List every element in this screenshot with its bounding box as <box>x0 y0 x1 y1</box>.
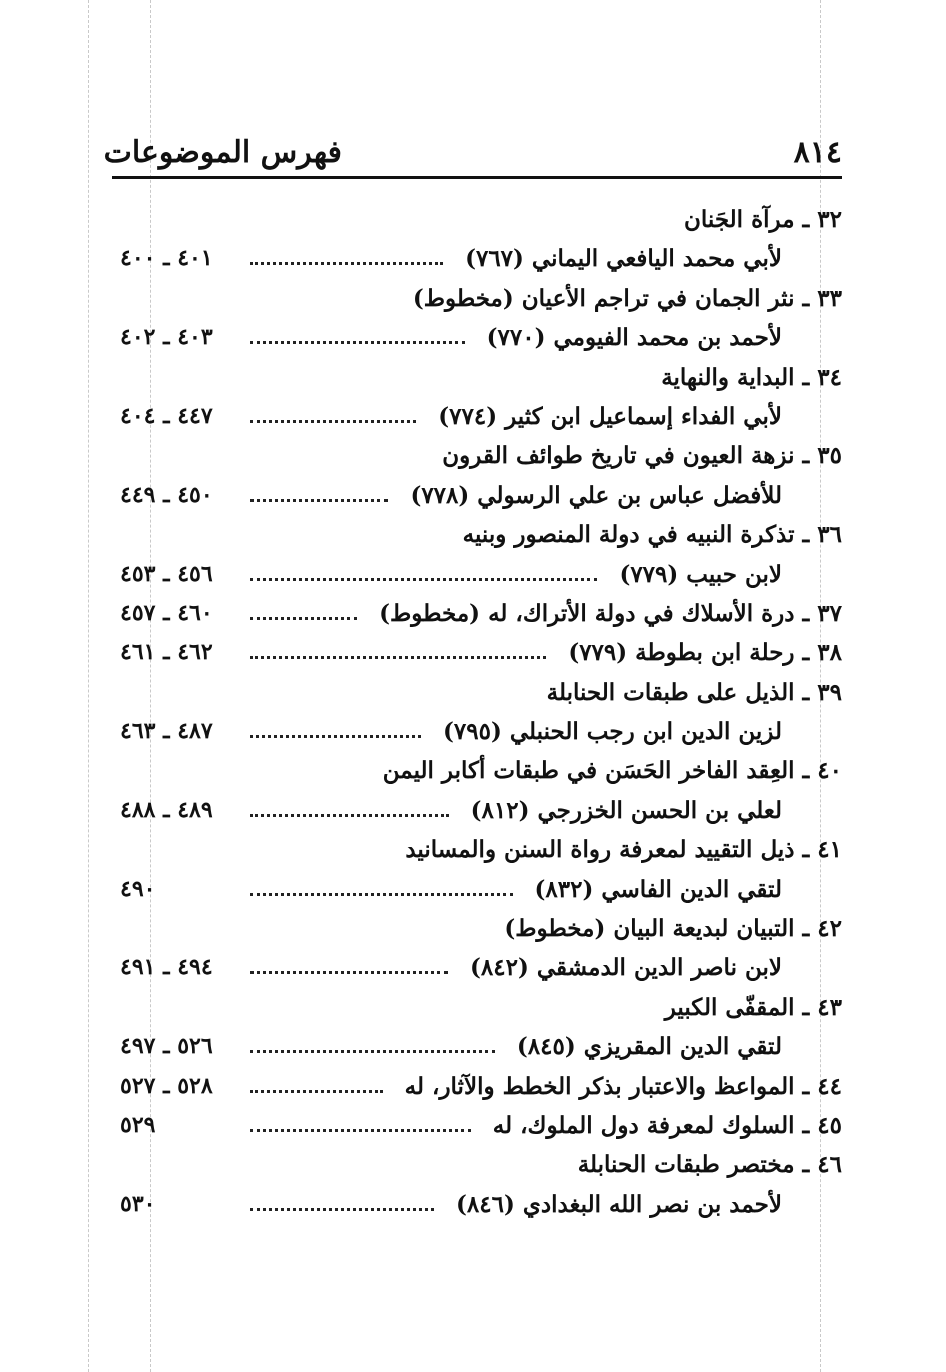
index-title-row <box>110 436 842 475</box>
author-text: للأفضل عباس بن علي الرسولي (٧٧٨) <box>410 481 782 509</box>
dot-leader <box>250 656 546 659</box>
page-range: ٤٥٠ ـ ٤٤٩ <box>120 481 213 508</box>
index-author-row <box>110 239 842 278</box>
index-title-row <box>110 515 842 554</box>
index-author-row <box>110 870 842 909</box>
entry-title: ٣٥ ـ نزهة العيون في تاريخ طوائف القرون <box>442 442 842 470</box>
page-range: ٤٨٩ ـ ٤٨٨ <box>120 796 213 823</box>
page-range: ٤٦٠ ـ ٤٥٧ <box>120 599 213 626</box>
entry-title: ٣٣ ـ نثر الجمان في تراجم الأعيان (مخطوط) <box>412 284 842 312</box>
index-author-row <box>110 318 842 357</box>
entry-title: ٣٢ ـ مرآة الجَنان <box>683 206 842 233</box>
page-header <box>103 118 842 179</box>
index-title-row <box>110 673 842 712</box>
author-text: لابن حبيب (٧٧٩) <box>619 560 782 588</box>
index-title-row <box>110 594 842 633</box>
entry-title: ٣٦ ـ تذكرة النبيه في دولة المنصور وبنيه <box>462 521 842 549</box>
index-author-row <box>110 1185 842 1224</box>
page-range: ٤٤٧ ـ ٤٠٤ <box>120 402 213 429</box>
page-number: ٨١٤ <box>793 135 842 170</box>
index-title-row <box>110 633 842 672</box>
index-author-row <box>110 1027 842 1066</box>
dot-leader <box>250 971 448 974</box>
author-text: لعلي بن الحسن الخزرجي (٨١٢) <box>470 796 782 824</box>
author-text: لأبي الفداء إسماعيل ابن كثير (٧٧٤) <box>438 402 782 430</box>
dot-leader <box>250 262 443 265</box>
author-text: لزين الدين ابن رجب الحنبلي (٧٩٥) <box>443 718 782 746</box>
index-author-row <box>110 476 842 515</box>
index-title-row <box>110 1145 842 1184</box>
entry-title: ٤١ ـ ذيل التقييد لمعرفة رواة السنن والمسانيد <box>405 836 842 864</box>
dot-leader <box>250 735 421 738</box>
page-range: ٤٩٤ ـ ٤٩١ <box>120 954 213 981</box>
author-text: لأبي محمد اليافعي اليماني (٧٦٧) <box>465 245 782 273</box>
entry-title: ٣٨ ـ رحلة ابن بطوطة (٧٧٩) <box>568 639 842 667</box>
entry-title: ٣٩ ـ الذيل على طبقات الحنابلة <box>546 678 842 706</box>
index-title-row <box>110 751 842 790</box>
index-title-row <box>110 279 842 318</box>
dot-leader <box>250 341 465 344</box>
dot-leader <box>250 1090 383 1093</box>
entry-title: ٤٠ ـ العِقد الفاخر الحَسَن في طبقات أكابر اليمن <box>382 757 842 785</box>
index-title-row <box>110 830 842 869</box>
index-title-row <box>110 358 842 397</box>
index-author-row <box>110 555 842 594</box>
index-title-row <box>110 200 842 239</box>
page-range: ٥٢٨ ـ ٥٢٧ <box>120 1072 213 1099</box>
index-title-row <box>110 909 842 948</box>
index-author-row <box>110 791 842 830</box>
page-range: ٤٩٠ <box>120 875 156 902</box>
page-range: ٤٦٢ ـ ٤٦١ <box>120 639 213 666</box>
index-author-row <box>110 948 842 987</box>
dot-leader <box>250 578 597 581</box>
index-title-row <box>110 1067 842 1106</box>
index-title-row <box>110 988 842 1027</box>
dot-leader <box>250 617 357 620</box>
entry-title: ٤٦ ـ مختصر طبقات الحنابلة <box>577 1151 842 1179</box>
entry-title: ٤٥ ـ السلوك لمعرفة دول الملوك، له <box>492 1111 842 1139</box>
entry-title: ٣٧ ـ درة الأسلاك في دولة الأتراك، له (مخطوط) <box>379 599 842 627</box>
author-text: لتقي الدين المقريزي (٨٤٥) <box>516 1033 782 1061</box>
author-text: لتقي الدين الفاسي (٨٣٢) <box>534 875 782 903</box>
dot-leader <box>250 814 449 817</box>
entry-title: ٤٢ ـ التبيان لبديعة البيان (مخطوط) <box>504 915 842 943</box>
page-range: ٥٢٩ <box>120 1111 156 1138</box>
dot-leader <box>250 1129 471 1132</box>
index-author-row <box>110 397 842 436</box>
author-text: لأحمد بن نصر الله البغدادي (٨٤٦) <box>455 1190 782 1218</box>
index-author-row <box>110 712 842 751</box>
author-text: لأحمد بن محمد الفيومي (٧٧٠) <box>486 324 782 352</box>
page-range: ٥٢٦ ـ ٤٩٧ <box>120 1033 213 1060</box>
dot-leader <box>250 893 513 896</box>
entry-title: ٣٤ ـ البداية والنهاية <box>661 363 842 391</box>
page-range: ٤٥٦ ـ ٤٥٣ <box>120 560 213 587</box>
page-title: فهرس الموضوعات <box>103 135 342 170</box>
page-range: ٥٣٠ <box>120 1190 156 1217</box>
index-title-row <box>110 1106 842 1145</box>
dot-leader <box>250 1208 434 1211</box>
page-range: ٤٨٧ ـ ٤٦٣ <box>120 718 213 745</box>
author-text: لابن ناصر الدين الدمشقي (٨٤٢) <box>469 954 782 982</box>
entry-title: ٤٤ ـ المواعظ والاعتبار بذكر الخطط والآثار، له <box>404 1072 842 1100</box>
dot-leader <box>250 499 388 502</box>
dot-leader <box>250 1050 495 1053</box>
dot-leader <box>250 420 416 423</box>
page-range: ٤٠١ ـ ٤٠٠ <box>120 245 213 272</box>
index-list <box>110 200 842 1224</box>
entry-title: ٤٣ ـ المقفّى الكبير <box>664 993 842 1021</box>
page-range: ٤٠٣ ـ ٤٠٢ <box>120 324 213 351</box>
scan-guide-line <box>88 0 89 1372</box>
